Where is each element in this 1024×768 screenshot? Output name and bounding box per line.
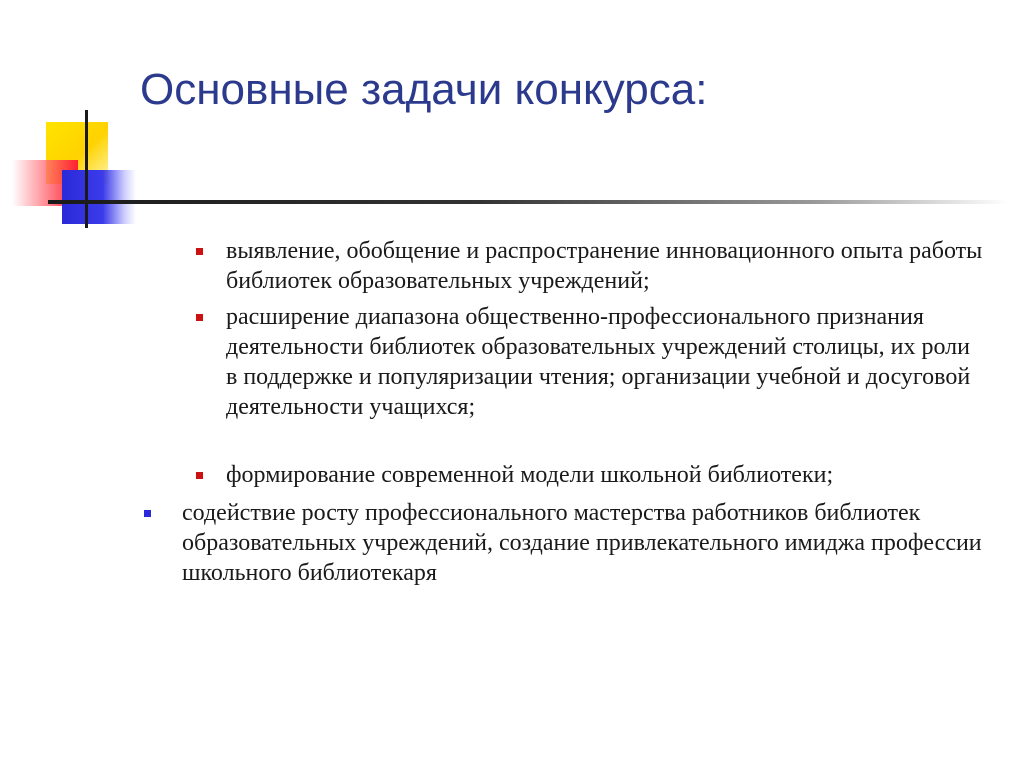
bullet-item-text: содействие росту профессионального мастерства работников библиотек образовательных учреждений, создание привлекательного имиджа профессии школьного библиотекаря [182,500,982,586]
bullet-item-1 [226,236,986,296]
square-bullet-icon [196,472,203,479]
square-bullet-icon [144,510,151,517]
bullet-item-4 [182,498,982,588]
slide-title: Основные задачи конкурса: [140,65,708,114]
bullet-item-text: выявление, обобщение и распространение инновационного опыта работы библиотек образовательных учреждений; [226,238,983,294]
bullet-item-text: формирование современной модели школьной библиотеки; [226,462,834,488]
square-bullet-icon [196,314,203,321]
bullet-item-3 [226,460,986,490]
bullet-item-2 [226,302,986,422]
square-bullet-icon [196,248,203,255]
bullet-item-text: расширение диапазона общественно-профессионального признания деятельности библиотек образовательных учреждений столицы, их роли в поддержке и популяризации чтения; организации учебной и досуговой деятельности учащихся; [226,304,971,420]
